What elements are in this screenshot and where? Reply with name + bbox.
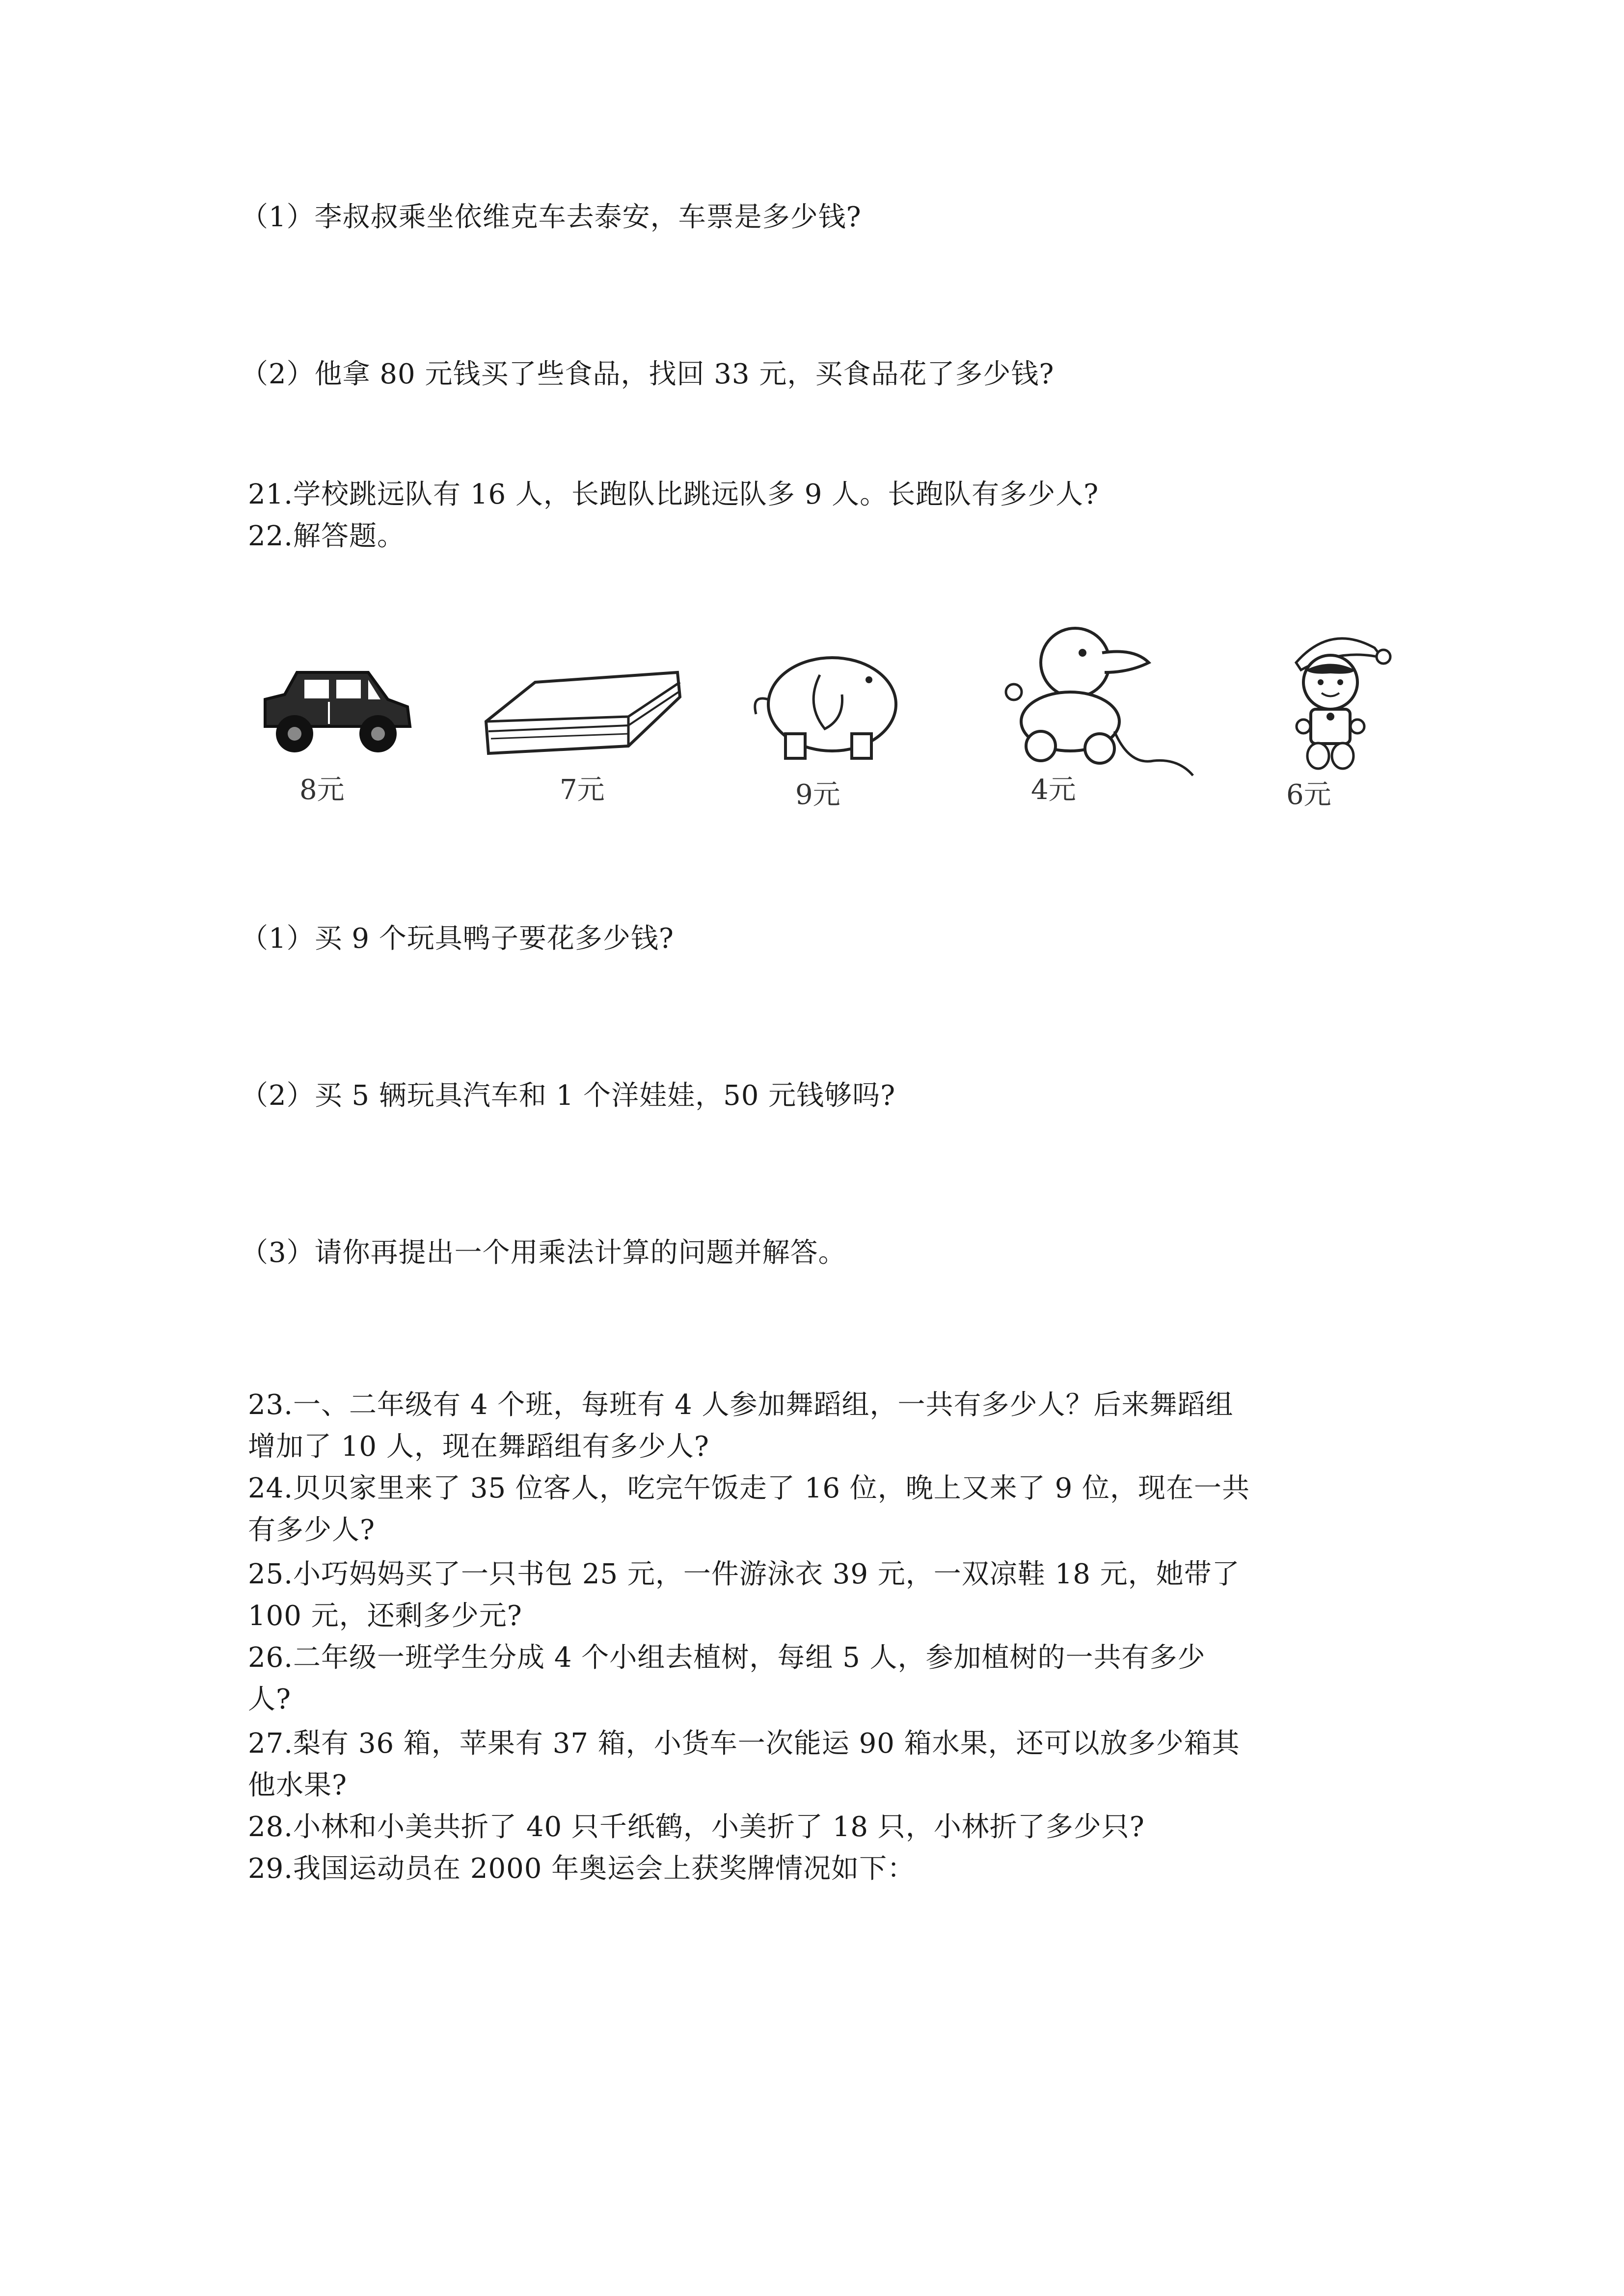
pencil-case-icon [481, 667, 687, 766]
doll-icon [1267, 628, 1394, 771]
toy-elephant-icon [746, 645, 908, 768]
question-26-line-2: 人? [248, 1683, 292, 1715]
question-25-line-1: 25.小巧妈妈买了一只书包 25 元，一件游泳衣 39 元，一双凉鞋 18 元，她带了 [248, 1558, 1240, 1590]
toy-car-icon [255, 653, 417, 766]
question-29: 29.我国运动员在 2000 年奥运会上获奖牌情况如下： [248, 1853, 916, 1885]
price-doll: 6元 [1286, 779, 1331, 811]
question-22: 22.解答题。 [248, 520, 406, 552]
toy-price-figure [245, 618, 1424, 839]
question-22-part-3: （3）请你再提出一个用乘法计算的问题并解答。 [241, 1237, 846, 1269]
question-22-part-1: （1）买 9 个玩具鸭子要花多少钱? [241, 923, 674, 955]
question-23-line-1: 23.一、二年级有 4 个班，每班有 4 人参加舞蹈组，一共有多少人？后来舞蹈组 [248, 1389, 1234, 1421]
question-27-line-2: 他水果? [248, 1769, 348, 1801]
question-28: 28.小林和小美共折了 40 只千纸鹤，小美折了 18 只，小林折了多少只? [248, 1811, 1145, 1843]
price-pencil-case: 7元 [560, 774, 605, 806]
price-duck: 4元 [1031, 774, 1076, 806]
question-24-line-1: 24.贝贝家里来了 35 位客人，吃完午饭走了 16 位，晚上又来了 9 位，现在一共 [248, 1472, 1250, 1504]
question-23-line-2: 增加了 10 人，现在舞蹈组有多少人? [248, 1431, 709, 1463]
question-20-part-1: （1）李叔叔乘坐依维克车去泰安，车票是多少钱? [241, 201, 862, 233]
price-elephant: 9元 [795, 779, 840, 811]
question-20-part-2: （2）他拿 80 元钱买了些食品，找回 33 元，买食品花了多少钱? [241, 358, 1055, 390]
question-22-part-2: （2）买 5 辆玩具汽车和 1 个洋娃娃，50 元钱够吗? [241, 1080, 896, 1112]
toy-duck-icon [1001, 618, 1198, 780]
question-24-line-2: 有多少人? [248, 1514, 376, 1546]
price-car: 8元 [299, 774, 345, 806]
question-26-line-1: 26.二年级一班学生分成 4 个小组去植树，每组 5 人，参加植树的一共有多少 [248, 1642, 1206, 1674]
question-25-line-2: 100 元，还剩多少元? [248, 1600, 522, 1632]
question-27-line-1: 27.梨有 36 箱，苹果有 37 箱，小货车一次能运 90 箱水果，还可以放多少箱其 [248, 1728, 1240, 1760]
question-21: 21.学校跳远队有 16 人，长跑队比跳远队多 9 人。长跑队有多少人? [248, 479, 1099, 510]
